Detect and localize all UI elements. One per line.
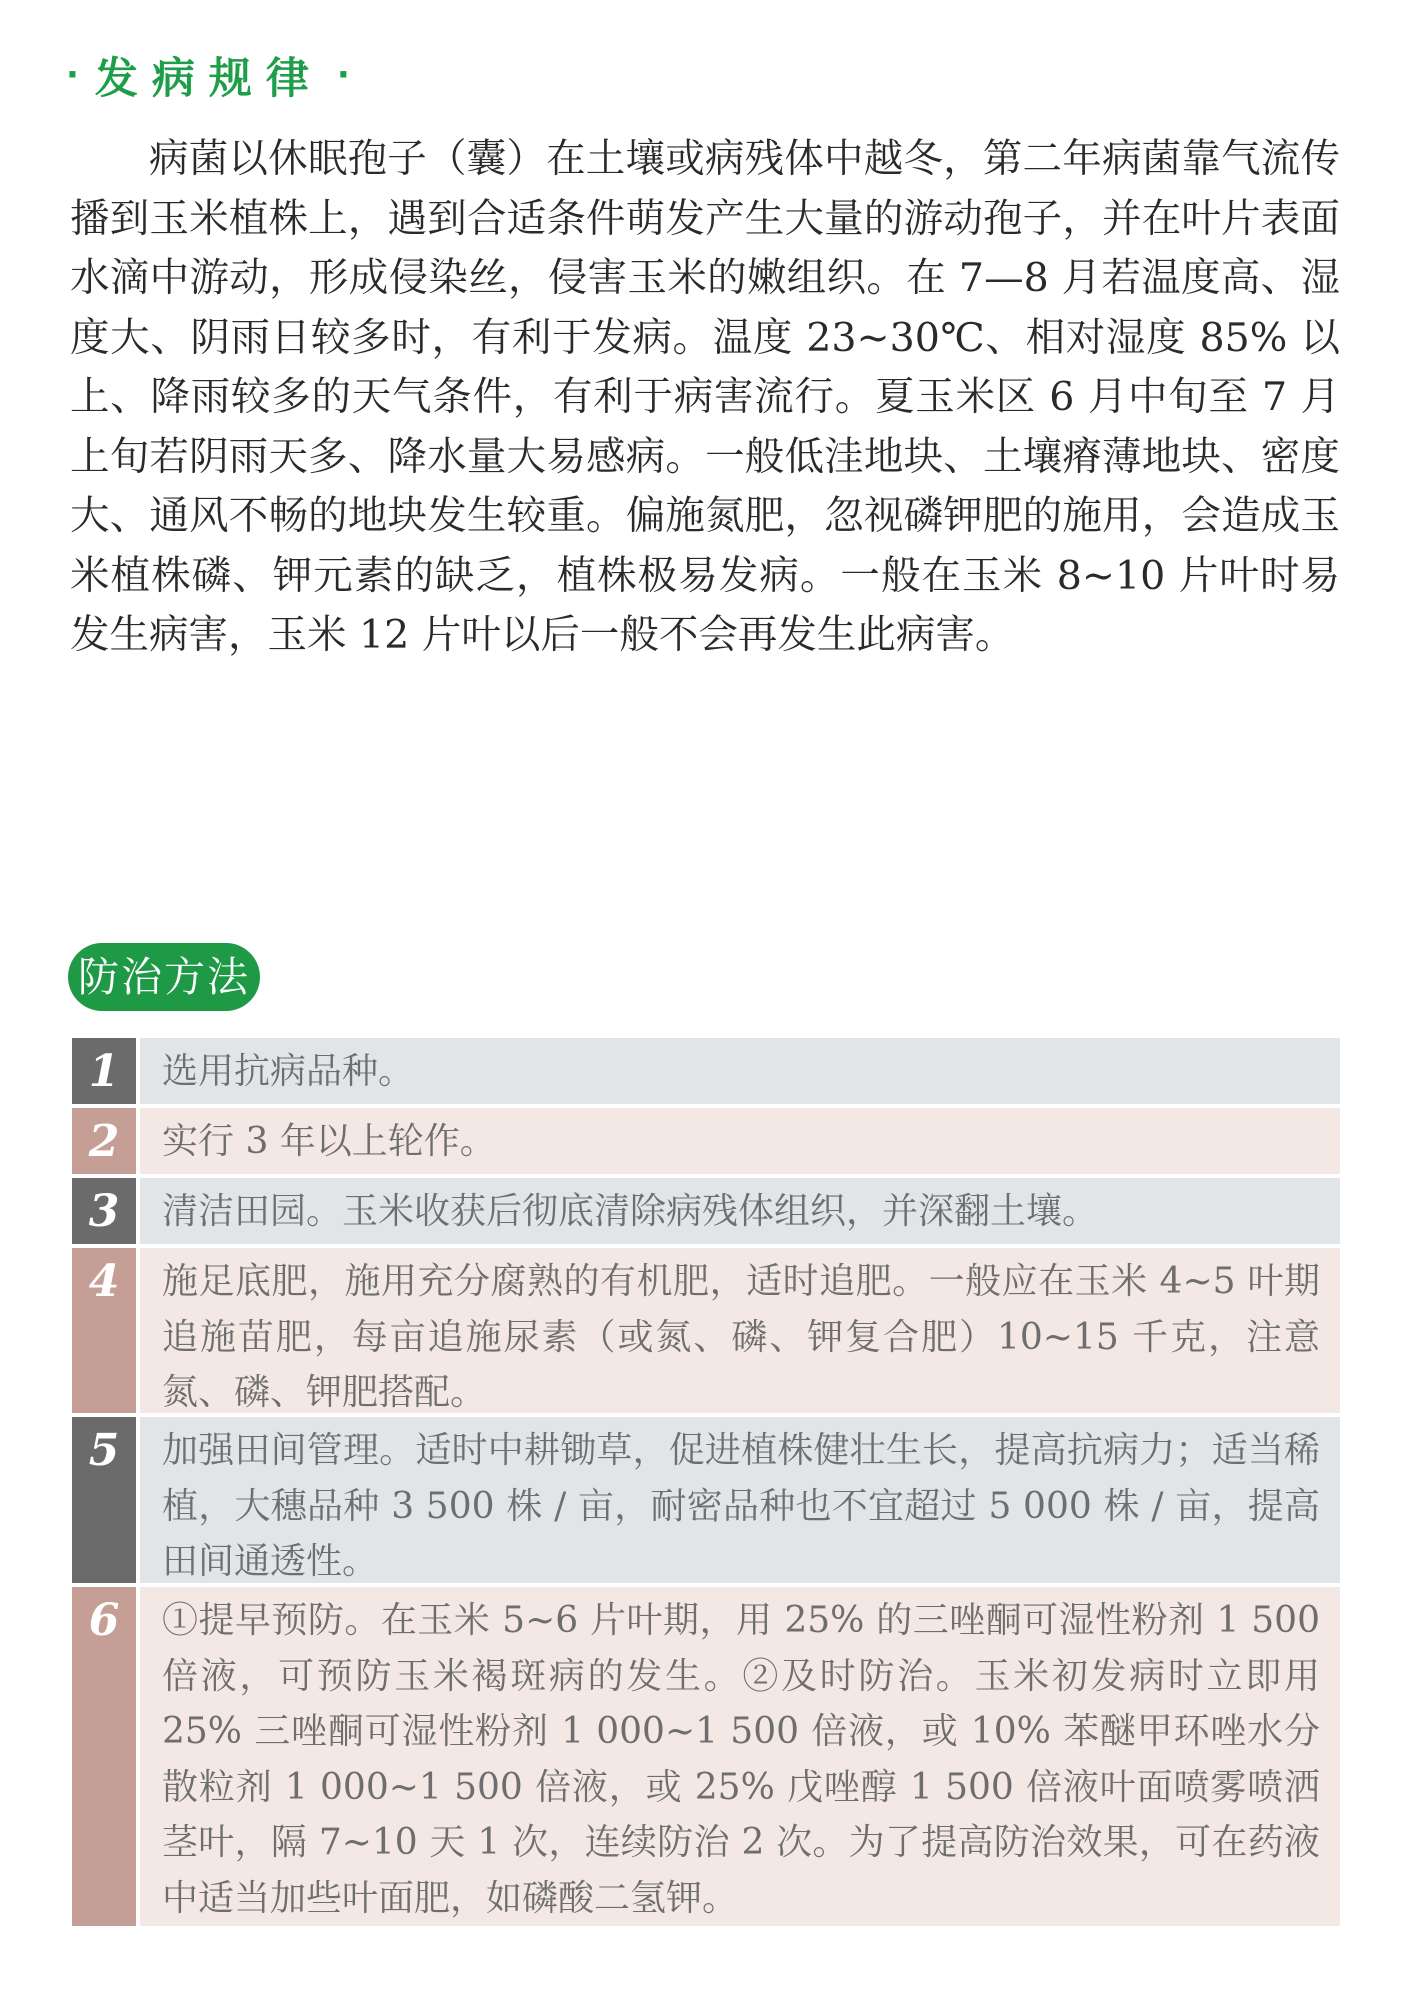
method-row	[72, 1248, 1340, 1413]
section-header	[66, 45, 350, 105]
method-text: 加强田间管理。适时中耕锄草，促进植株健壮生长，提高抗病力；适当稀植，大穗品种 3 500 株 / 亩，耐密品种也不宜超过 5 000 株 / 亩，提高田间通透性。	[140, 1417, 1340, 1583]
section-title: 发病规律	[94, 53, 323, 104]
method-number: 1	[72, 1038, 136, 1104]
method-number: 3	[72, 1178, 136, 1244]
method-text: 选用抗病品种。	[140, 1038, 1340, 1104]
header-dot-right: ·	[336, 55, 350, 95]
method-number: 2	[72, 1108, 136, 1174]
method-text: 施足底肥，施用充分腐熟的有机肥，适时追肥。一般应在玉米 4~5 叶期追施苗肥，每亩追施尿素（或氮、磷、钾复合肥）10~15 千克，注意氮、磷、钾肥搭配。	[140, 1248, 1340, 1413]
methods-list	[72, 1038, 1340, 1930]
method-number: 4	[72, 1248, 136, 1413]
method-row	[72, 1038, 1340, 1104]
method-row	[72, 1178, 1340, 1244]
method-number: 6	[72, 1587, 136, 1926]
method-text: 实行 3 年以上轮作。	[140, 1108, 1340, 1174]
method-row	[72, 1587, 1340, 1926]
method-number: 5	[72, 1417, 136, 1583]
methods-badge: 防治方法	[68, 943, 260, 1011]
method-text: 清洁田园。玉米收获后彻底清除病残体组织，并深翻土壤。	[140, 1178, 1340, 1244]
disease-pattern-paragraph: 病菌以休眠孢子（囊）在土壤或病残体中越冬，第二年病菌靠气流传播到玉米植株上，遇到合适条件萌发产生大量的游动孢子，并在叶片表面水滴中游动，形成侵染丝，侵害玉米的嫩组织。在 7—8 月若温度高、湿度大、阴雨日较多时，有利于发病。温度 23~30℃、相对湿度 85% 以上、降雨较多的天气条件，有利于病害流行。夏玉米区 6 月中旬至 7 月上旬若阴雨天多、降水量大易感病。一般低洼地块、土壤瘠薄地块、密度大、通风不畅的地块发生较重。偏施氮肥，忽视磷钾肥的施用，会造成玉米植株磷、钾元素的缺乏，植株极易发病。一般在玉米 8~10 片叶时易发生病害，玉米 12 片叶以后一般不会再发生此病害。	[70, 136, 1340, 658]
header-dot-left: ·	[66, 55, 79, 95]
method-row	[72, 1417, 1340, 1583]
method-row	[72, 1108, 1340, 1174]
method-text: ①提早预防。在玉米 5~6 片叶期，用 25% 的三唑酮可湿性粉剂 1 500 倍液，可预防玉米褐斑病的发生。②及时防治。玉米初发病时立即用 25% 三唑酮可湿性粉剂 1 000~1 500 倍液，或 10% 苯醚甲环唑水分散粒剂 1 000~1 500 倍液，或 25% 戊唑醇 1 500 倍液叶面喷雾喷洒茎叶，隔 7~10 天 1 次，连续防治 2 次。为了提高防治效果，可在药液中适当加些叶面肥，如磷酸二氢钾。	[140, 1587, 1340, 1926]
